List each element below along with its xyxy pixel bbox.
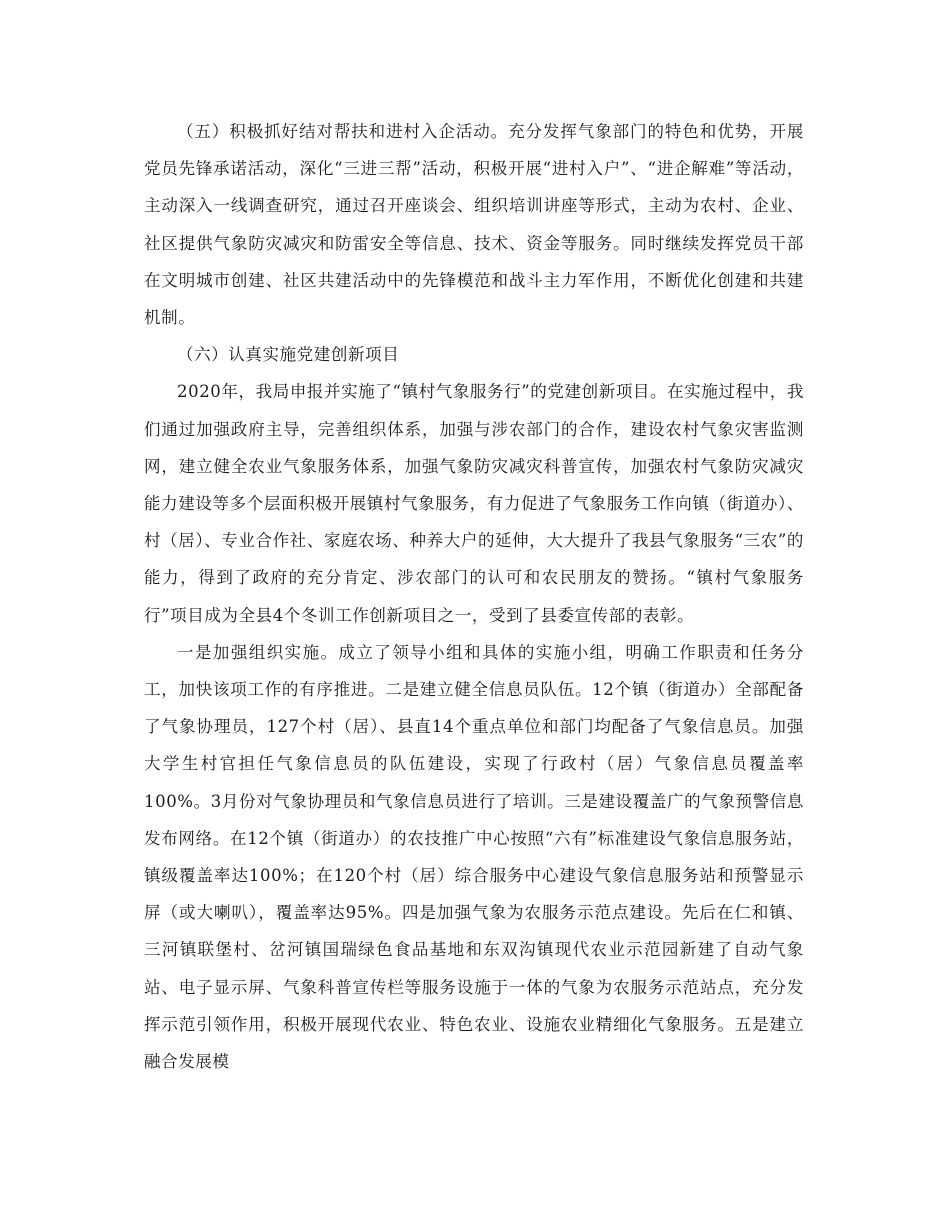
- paragraph-project-measures: 一是加强组织实施。成立了领导小组和具体的实施小组，明确工作职责和任务分工，加快该项工作的有序推进。二是建立健全信息员队伍。12个镇（街道办）全部配备了气象协理员，127个村（居）、县直14个重点单位和部门均配备了气象信息员。加强大学生村官担任气象信息员的队伍建设，实现了行政村（居）气象信息员覆盖率100%。3月份对气象协理员和气象信息员进行了培训。三是建设覆盖广的气象预警信息发布网络。在12个镇（街道办）的农技推广中心按照“六有”标准建设气象信息服务站，镇级覆盖率达100%；在120个村（居）综合服务中心建设气象信息服务站和预警显示屏（或大喇叭），覆盖率达95%。四是加强气象为农服务示范点建设。先后在仁和镇、三河镇联堡村、岔河镇国瑞绿色食品基地和东双沟镇现代农业示范园新建了自动气象站、电子显示屏、气象科普宣传栏等服务设施于一体的气象为农服务示范站点，充分发挥示范引领作用，积极开展现代农业、特色农业、设施农业精细化气象服务。五是建立融合发展模: [144, 642, 804, 1072]
- paragraph-project-overview: 2020年，我局申报并实施了“镇村气象服务行”的党建创新项目。在实施过程中，我们通过加强政府主导，完善组织体系，加强与涉农部门的合作，建设农村气象灾害监测网，建立健全农业气象服务体系，加强气象防灾减灾科普宣传，加强农村气象防灾减灾能力建设等多个层面积极开展镇村气象服务，有力促进了气象服务工作向镇（街道办）、村（居）、专业合作社、家庭农场、种养大户的延伸，大大提升了我县气象服务“三农”的能力，得到了政府的充分肯定、涉农部门的认可和农民朋友的赞扬。“镇村气象服务行”项目成为全县4个冬训工作创新项目之一，受到了县委宣传部的表彰。: [144, 382, 804, 625]
- section-heading-six: （六）认真实施党建创新项目: [177, 345, 400, 365]
- document-body: [144, 113, 804, 1080]
- paragraph-section-five: （五）积极抓好结对帮扶和进村入企活动。充分发挥气象部门的特色和优势，开展党员先锋承诺活动，深化“三进三帮”活动，积极开展“进村入户”、“进企解难”等活动，主动深入一线调查研究，通过召开座谈会、组织培训讲座等形式，主动为农村、企业、社区提供气象防灾减灾和防雷安全等信息、技术、资金等服务。同时继续发挥党员干部在文明城市创建、社区共建活动中的先锋模范和战斗主力军作用，不断优化创建和共建机制。: [144, 122, 804, 328]
